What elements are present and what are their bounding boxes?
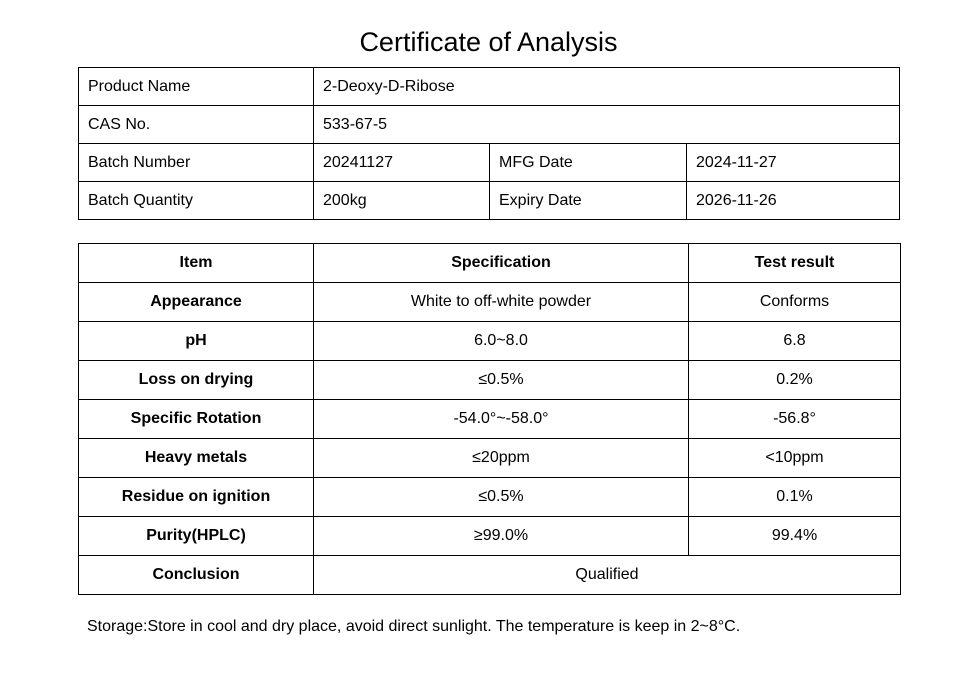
row-item: Residue on ignition (79, 478, 314, 517)
row-result: 6.8 (689, 322, 901, 361)
cas-value: 533-67-5 (314, 106, 900, 144)
batch-quantity-row (79, 182, 900, 220)
row-item: Loss on drying (79, 361, 314, 400)
header-item: Item (79, 244, 314, 283)
row-specification: ≤0.5% (314, 478, 689, 517)
batch-number-row (79, 144, 900, 182)
table-row (79, 361, 901, 400)
table-row (79, 283, 901, 322)
row-result: 0.1% (689, 478, 901, 517)
row-item: Purity(HPLC) (79, 517, 314, 556)
row-specification: -54.0°~-58.0° (314, 400, 689, 439)
table-row (79, 322, 901, 361)
table-row (79, 478, 901, 517)
header-specification: Specification (314, 244, 689, 283)
batch-number-value: 20241127 (314, 144, 490, 182)
mfg-date-label: MFG Date (490, 144, 687, 182)
product-name-row (79, 68, 900, 106)
row-specification: 6.0~8.0 (314, 322, 689, 361)
conclusion-value: Qualified (314, 556, 901, 595)
row-item: Appearance (79, 283, 314, 322)
row-result: 99.4% (689, 517, 901, 556)
product-name-label: Product Name (79, 68, 314, 106)
table-row (79, 517, 901, 556)
row-specification: ≤20ppm (314, 439, 689, 478)
row-specification: White to off-white powder (314, 283, 689, 322)
conclusion-label: Conclusion (79, 556, 314, 595)
row-result: Conforms (689, 283, 901, 322)
product-info-table (78, 67, 900, 220)
batch-quantity-label: Batch Quantity (79, 182, 314, 220)
row-specification: ≤0.5% (314, 361, 689, 400)
row-specification: ≥99.0% (314, 517, 689, 556)
mfg-date-value: 2024-11-27 (687, 144, 900, 182)
row-item: Heavy metals (79, 439, 314, 478)
spec-header-row (79, 244, 901, 283)
table-row (79, 400, 901, 439)
batch-quantity-value: 200kg (314, 182, 490, 220)
specification-table (78, 243, 901, 595)
header-test-result: Test result (689, 244, 901, 283)
row-result: <10ppm (689, 439, 901, 478)
row-result: -56.8° (689, 400, 901, 439)
document-title: Certificate of Analysis (359, 27, 618, 57)
conclusion-row (79, 556, 901, 595)
storage-note: Storage:Store in cool and dry place, avoid direct sunlight. The temperature is keep in 2~8°C. (87, 618, 741, 635)
batch-number-label: Batch Number (79, 144, 314, 182)
expiry-date-label: Expiry Date (490, 182, 687, 220)
row-item: pH (79, 322, 314, 361)
product-name-value: 2-Deoxy-D-Ribose (314, 68, 900, 106)
cas-row (79, 106, 900, 144)
expiry-date-value: 2026-11-26 (687, 182, 900, 220)
row-result: 0.2% (689, 361, 901, 400)
table-row (79, 439, 901, 478)
cas-label: CAS No. (79, 106, 314, 144)
row-item: Specific Rotation (79, 400, 314, 439)
